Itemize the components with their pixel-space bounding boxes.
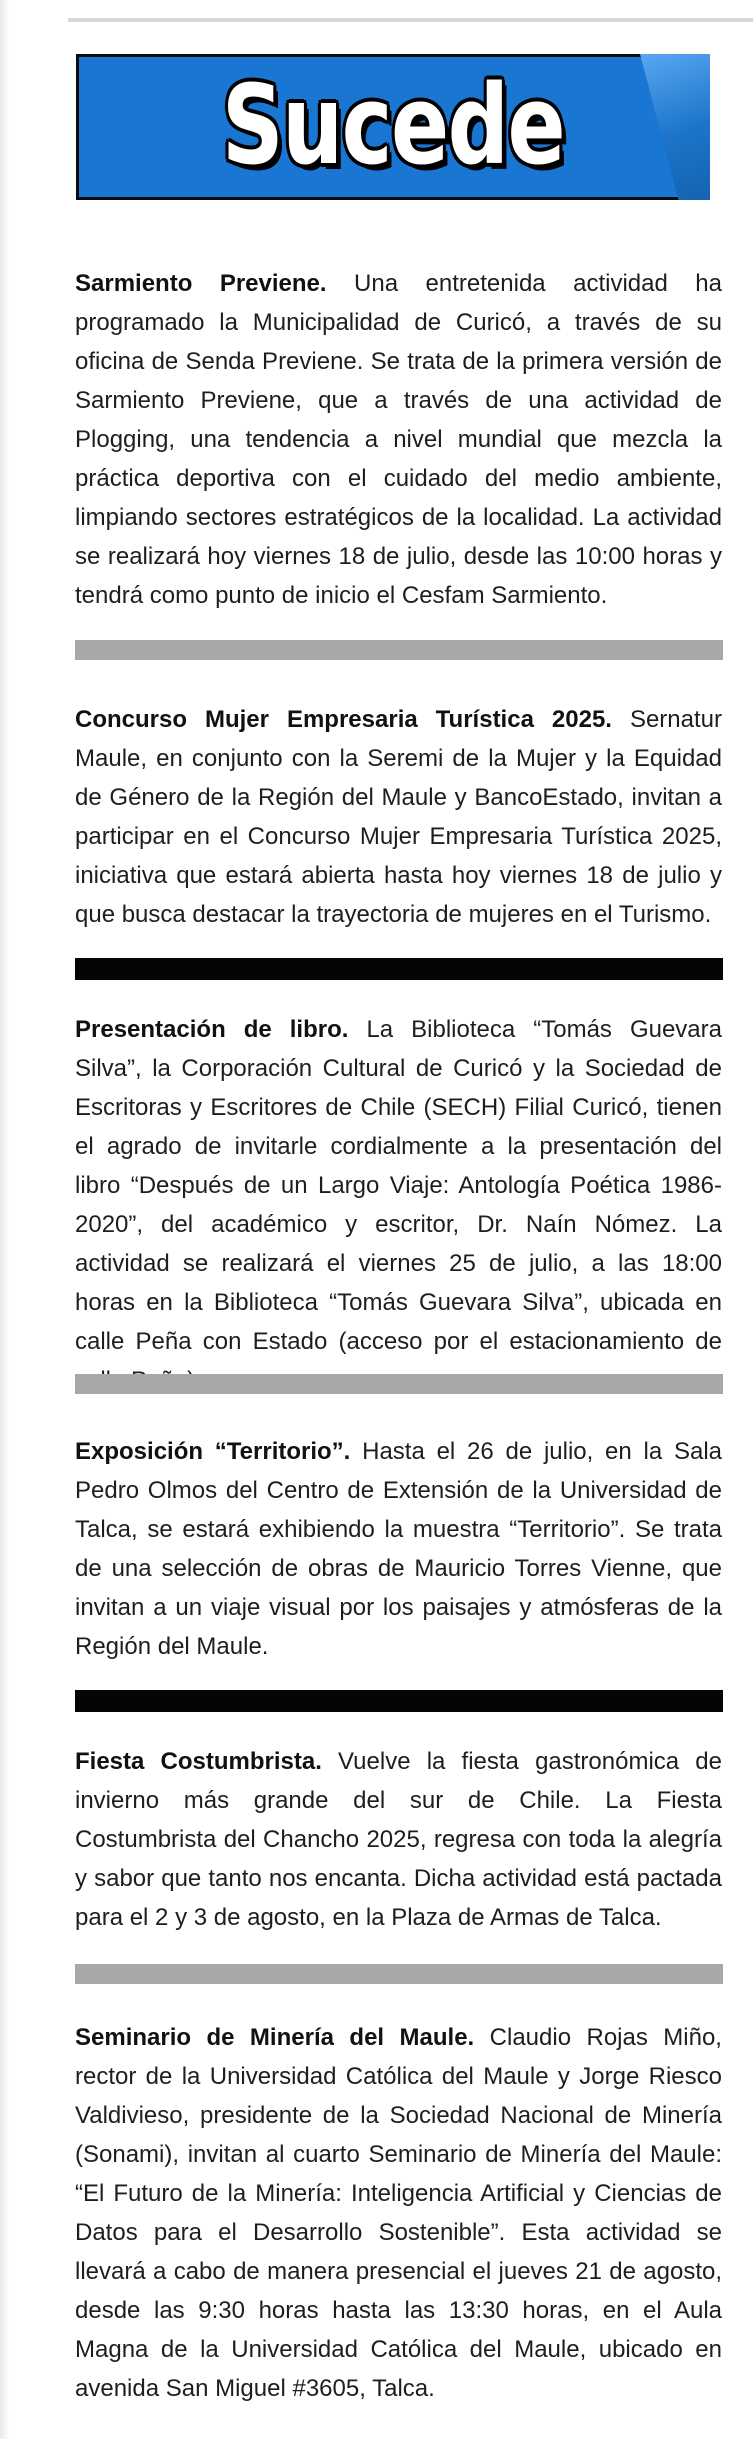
news-item-body: Claudio Rojas Miño, rector de la Universidad Católica del Maule y Jorge Riesco Valdivieso, presidente de la Sociedad Nacional de Minería (Sonami), invitan al cuarto Seminario de Minería del Maule: “El Futuro de la Minería: Inteligencia Artificial y Ciencias de Datos para el Desarrollo Sostenible”. Esta actividad se llevará a cabo de manera presencial el jueves 21 de agosto, desde las 9:30 horas hasta las 13:30 horas, en el Aula Magna de la Universidad Católica del Maule, ubicado en avenida San Miguel #3605, Talca. (75, 2024, 722, 2402)
news-item-fiesta-costumbrista (75, 1742, 722, 1937)
news-item-body: La Biblioteca “Tomás Guevara Silva”, la Corporación Cultural de Curicó y la Sociedad de Escritoras y Escritores de Chile (SECH) Filial Curicó, tienen el agrado de invitarle cordialmente a la presentación del libro “Después de un Largo Viaje: Antología Poética 1986-2020”, del académico y escritor, Dr. Naín Nómez. La actividad se realizará el viernes 25 de julio, a las 18:00 horas en la Biblioteca “Tomás Guevara Silva”, ubicada en calle Peña con Estado (acceso por el estacionamiento de (75, 1016, 722, 1355)
news-item-seminario-mineria (75, 2018, 722, 2408)
separator-gray (75, 1964, 723, 1984)
news-item-body: Hasta el 26 de julio, en la Sala Pedro Olmos del Centro de Extensión de la Universidad de Talca, se estará exhibiendo la muestra “Territorio”. Se trata de una selección de obras de Mauricio Torres Vienne, que invitan a un viaje visual por los paisajes y atmósferas de la Región del Maule. (75, 1438, 722, 1660)
news-item-presentacion-libro (75, 1010, 722, 1400)
section-banner (76, 54, 710, 200)
separator-black (75, 958, 723, 980)
news-item-headline: Seminario de Minería del Maule. (75, 2024, 490, 2051)
news-item-body: Sernatur Maule, en conjunto con la Seremi de la Mujer y la Equidad de Género de la Región del Maule y BancoEstado, invitan a participar en el Concurso Mujer Empresaria Turística 2025, iniciativa que estará abierta hasta hoy viernes 18 de julio y que busca destacar la trayectoria de mujeres en el Turismo. (75, 706, 722, 928)
separator-gray (75, 640, 723, 660)
news-item-exposicion-territorio (75, 1432, 722, 1666)
news-item-headline: Presentación de libro. (75, 1016, 367, 1043)
news-item-headline: Exposición “Territorio”. (75, 1438, 363, 1465)
section-title: Sucede (221, 61, 565, 189)
news-item-concurso-mujer-empresaria (75, 700, 722, 934)
page-edge (0, 0, 10, 2439)
top-rule (68, 18, 753, 22)
news-item-body: Una entretenida actividad ha programado la Municipalidad de Curicó, a través de su oficina de Senda Previene. Se trata de la primera versión de Sarmiento Previene, que a través de una actividad de Plogging, una tendencia a nivel mundial que mezcla la práctica deportiva con el cuidado del medio ambiente, limpiando sectores estratégicos de la localidad. La actividad se realizará hoy viernes 18 de julio, desde las 10:00 horas y tendrá como punto de inicio el Cesfam Sarmiento. (75, 270, 722, 609)
separator-black (75, 1690, 723, 1712)
news-item-sarmiento-previene (75, 264, 722, 615)
banner-fold-decoration (640, 54, 710, 200)
news-item-headline: Fiesta Costumbrista. (75, 1748, 339, 1775)
news-item-headline: Concurso Mujer Empresaria Turística 2025. (75, 706, 630, 733)
separator-gray (75, 1374, 723, 1394)
news-item-headline: Sarmiento Previene. (75, 270, 355, 297)
news-item-body: Vuelve la fiesta gastronómica de invierno más grande del sur de Chile. La Fiesta Costumbrista del Chancho 2025, regresa con toda la alegría y sabor que tanto nos encanta. Dicha actividad está pactada para el 2 y 3 de agosto, en la Plaza de Armas de Talca. (75, 1748, 722, 1931)
